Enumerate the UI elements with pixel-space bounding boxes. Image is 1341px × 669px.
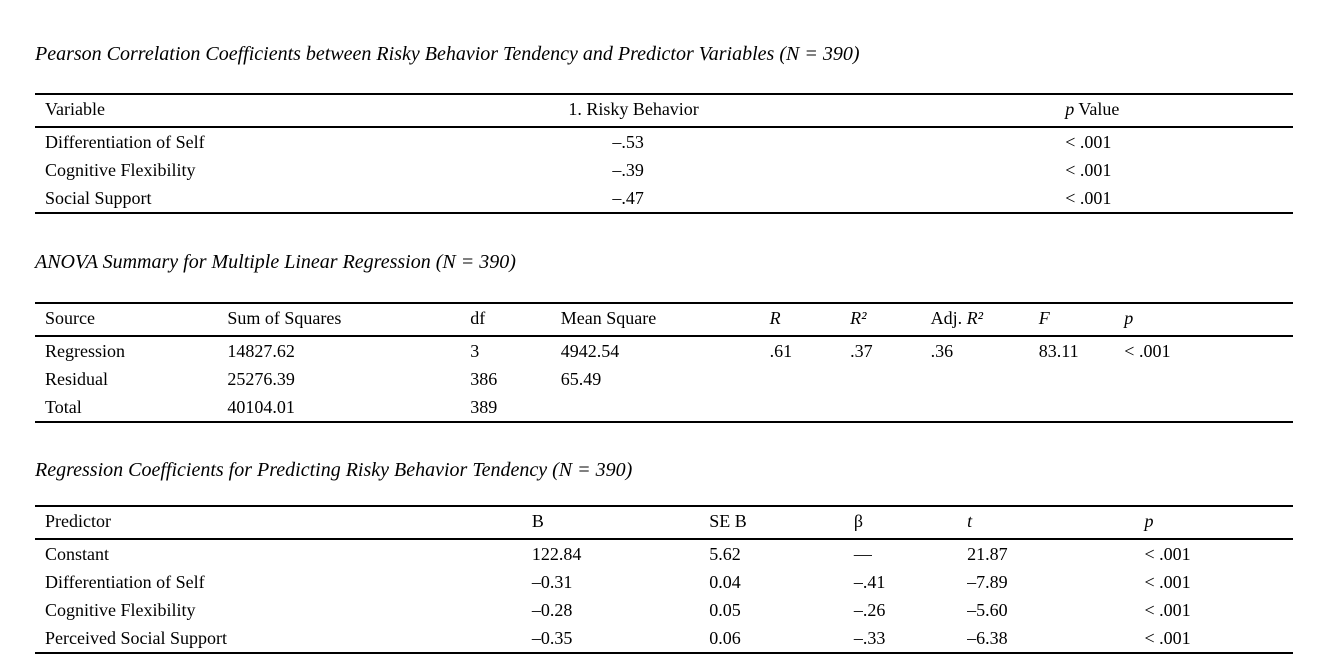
table-cell: 0.04 — [709, 571, 741, 592]
table-title: Regression Coefficients for Predicting Risky Behavior Tendency (N = 390) — [35, 459, 633, 481]
table-cell: .61 — [769, 340, 793, 361]
table-row — [35, 539, 1293, 568]
header-row — [35, 506, 1293, 539]
table-cell: < .001 — [1065, 187, 1112, 208]
table-cell — [840, 393, 921, 422]
column-header: Source — [35, 303, 217, 336]
table-cell — [551, 393, 760, 422]
table-cell: –7.89 — [967, 571, 1008, 592]
column-header: B — [522, 506, 699, 539]
table-cell: 0.06 — [709, 627, 741, 648]
column-header: p Value — [1055, 94, 1293, 127]
table-cell: < .001 — [1144, 571, 1191, 592]
table-cell: < .001 — [1144, 543, 1191, 564]
table-row — [35, 393, 1293, 422]
table-cell: 389 — [470, 396, 498, 417]
table-cell: 40104.01 — [227, 396, 295, 417]
table-cell: 3 — [470, 340, 480, 361]
column-header: R — [760, 303, 841, 336]
table-cell: –.47 — [612, 187, 644, 208]
column-header: 1. Risky Behavior — [558, 94, 1055, 127]
table-cell: Differentiation of Self — [45, 131, 205, 152]
column-header: β — [844, 506, 957, 539]
table-cell — [1114, 365, 1293, 393]
table-cell — [1114, 393, 1293, 422]
table-cell: 4942.54 — [560, 340, 620, 361]
table-cell: < .001 — [1124, 340, 1171, 361]
table-cell — [760, 365, 841, 393]
table-cell: Total — [45, 396, 82, 417]
table-cell: Cognitive Flexibility — [45, 599, 196, 620]
column-header: R² — [840, 303, 921, 336]
column-header: F — [1029, 303, 1115, 336]
table-cell — [921, 393, 1029, 422]
header-row — [35, 303, 1293, 336]
table-cell: –0.28 — [531, 599, 573, 620]
table-cell: –5.60 — [967, 599, 1008, 620]
table-cell: –0.35 — [531, 627, 573, 648]
stats-table-correlations — [35, 93, 1293, 214]
table-cell: 14827.62 — [227, 340, 295, 361]
table-cell: Cognitive Flexibility — [45, 159, 196, 180]
table-cell: 83.11 — [1038, 340, 1079, 361]
table-cell: 25276.39 — [227, 368, 295, 389]
table-cell: .37 — [850, 340, 873, 361]
column-header: Variable — [35, 94, 558, 127]
table-cell: Perceived Social Support — [45, 627, 227, 648]
table-cell: < .001 — [1065, 159, 1112, 180]
table-cell: –.33 — [853, 627, 886, 648]
table-cell: –0.31 — [531, 571, 573, 592]
column-header: SE B — [699, 506, 844, 539]
table-cell: Constant — [45, 543, 110, 564]
table-row — [35, 596, 1293, 624]
table-cell: < .001 — [1144, 599, 1191, 620]
table-cell: 5.62 — [709, 543, 741, 564]
header-row — [35, 94, 1293, 127]
table-cell: 65.49 — [560, 368, 602, 389]
table-row — [35, 365, 1293, 393]
table-cell: — — [853, 543, 872, 564]
stats-table-anova — [35, 302, 1293, 423]
table-row — [35, 184, 1293, 213]
table-cell — [840, 365, 921, 393]
table-cell — [1029, 365, 1115, 393]
table-row — [35, 624, 1293, 653]
table-cell: 386 — [470, 368, 498, 389]
table-row — [35, 127, 1293, 156]
table-row — [35, 336, 1293, 365]
column-header: Predictor — [35, 506, 522, 539]
table-cell: 122.84 — [531, 543, 582, 564]
table-cell: –.53 — [612, 131, 644, 152]
table-title: Pearson Correlation Coefficients between Risky Behavior Tendency and Predictor Variables (N = 390) — [35, 43, 860, 65]
table-cell: Residual — [45, 368, 108, 389]
table-cell: 21.87 — [967, 543, 1008, 564]
column-header: df — [460, 303, 551, 336]
column-header: Sum of Squares — [217, 303, 460, 336]
table-row — [35, 156, 1293, 184]
column-header: t — [957, 506, 1134, 539]
table-cell: .36 — [930, 340, 954, 361]
table-cell — [760, 393, 841, 422]
column-header: Adj. R² — [921, 303, 1029, 336]
table-cell: –6.38 — [967, 627, 1008, 648]
table-cell: –.39 — [612, 159, 644, 180]
table-cell: Social Support — [45, 187, 152, 208]
table-row — [35, 568, 1293, 596]
column-header: p — [1114, 303, 1293, 336]
table-cell: < .001 — [1144, 627, 1191, 648]
table-cell — [1029, 393, 1115, 422]
table-cell: Differentiation of Self — [45, 571, 205, 592]
column-header: Mean Square — [551, 303, 760, 336]
table-cell: –.41 — [853, 571, 886, 592]
table-cell: –.26 — [853, 599, 886, 620]
table-cell — [921, 365, 1029, 393]
table-cell: 0.05 — [709, 599, 741, 620]
table-title: ANOVA Summary for Multiple Linear Regression (N = 390) — [35, 251, 516, 273]
table-cell: < .001 — [1065, 131, 1112, 152]
stats-table-regression — [35, 505, 1293, 654]
column-header: p — [1134, 506, 1293, 539]
table-cell: Regression — [45, 340, 125, 361]
